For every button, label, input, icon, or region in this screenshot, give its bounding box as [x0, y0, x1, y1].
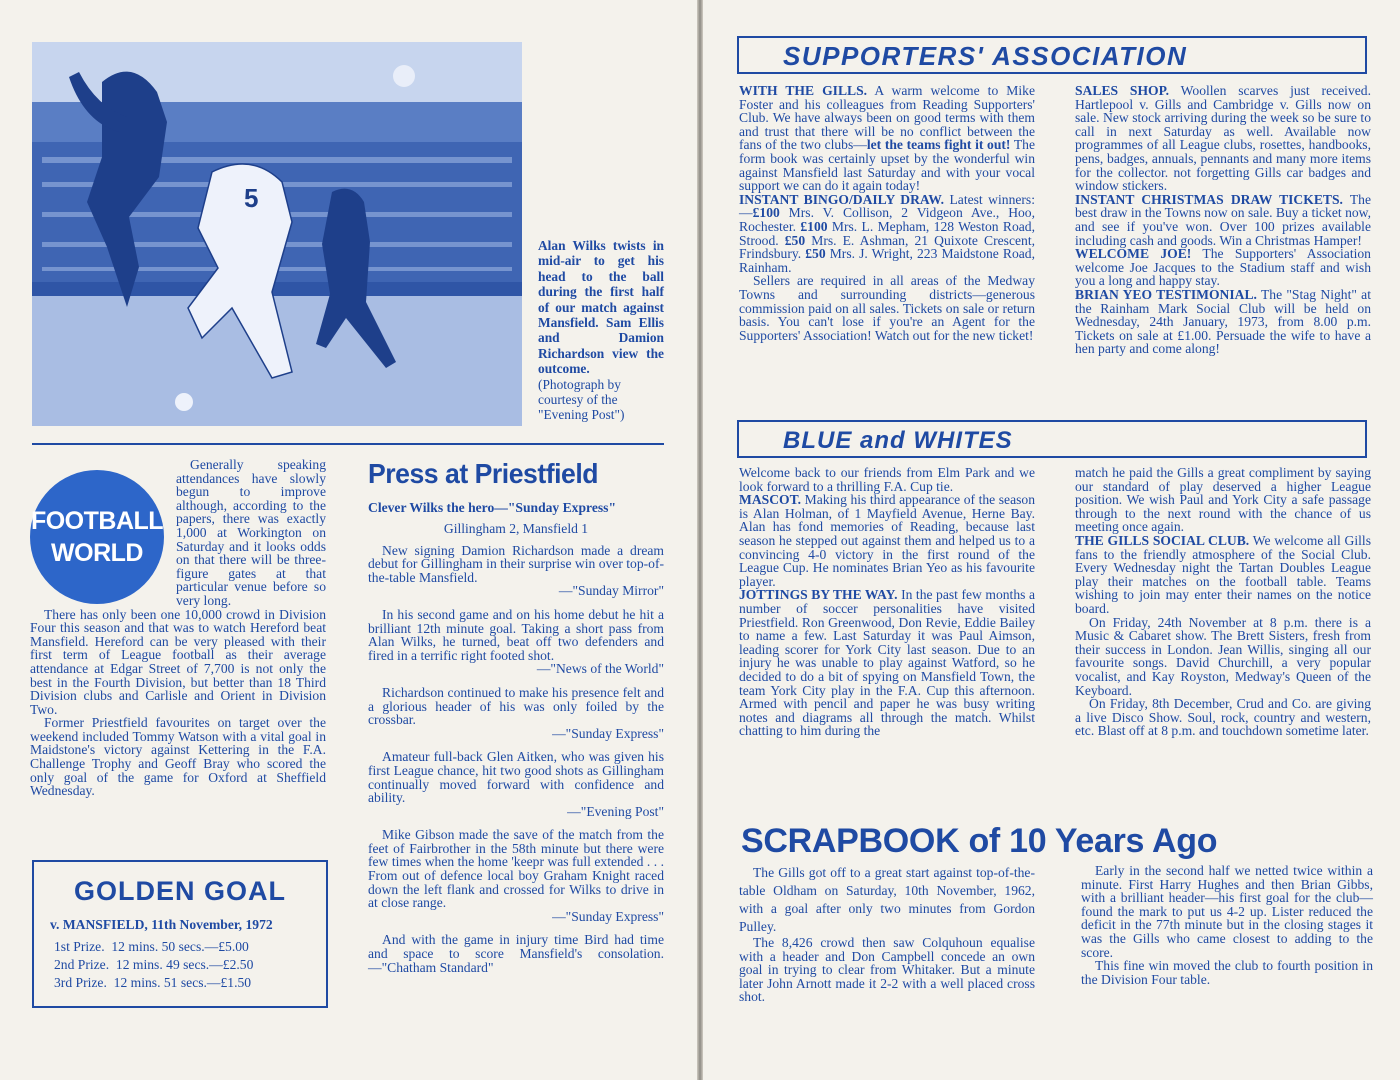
- press-subtitle: Clever Wilks the hero—"Sunday Express": [368, 500, 616, 515]
- christmas-draw: [1075, 193, 1371, 247]
- text: Mrs. V. Collison, 2 Vidgeon Ave., Hoo, Rochester.: [739, 205, 1035, 234]
- supporters-header: SUPPORTERS' ASSOCIATION: [737, 36, 1367, 74]
- heading-mascot: MASCOT.: [739, 492, 802, 508]
- fw-paragraph-2: There has only been one 10,000 crowd in Division Four this season and that was to watch Hereford beat Mansfield. Hereford can be very pleased with their first term of League football as their average attendance at Edgar Street of 7,700 is not only the best in the Fourth Division, but better than 18 Third Division clubs and Carlisle and Orient in Division Two.: [30, 606, 326, 717]
- text: The best draw in the Towns now on sale. Buy a ticket now, and see if you've won. Over 100 prizes available including cash and goods. Win a Christmas Hamper!: [1075, 191, 1371, 248]
- badge-line2: WORLD: [51, 539, 143, 567]
- fw-paragraph-1: [30, 458, 326, 608]
- text: Latest winners:—: [739, 191, 1035, 221]
- prize-list: [54, 938, 326, 992]
- shirt-number: 5: [244, 183, 259, 213]
- scrapbook-p1: The Gills got off to a great start against top-of-the-table Oldham on Saturday, 10th November, 1962, with a goal after only two minutes from Gordon Pulley.: [739, 865, 1035, 934]
- text: We welcome all Gills fans to the friendly atmosphere of the Social Club. Every Wednesday night the Tartan Doubles League play their matches on the football table. Teams wishing to join may enter their names on the notice board.: [1075, 532, 1371, 616]
- text: The form book was certainly upset by the wonderful win against Mansfield last Saturday and with your vocal support we can do it again today!: [739, 137, 1035, 194]
- scrapbook-p2: The 8,426 crowd then saw Colquhoun equalise with a header and Don Campbell concede an own goal in trying to clear from Whitaker. But a minute later John Arnott made it 2-2 with a well placed cross shot.: [739, 935, 1035, 1005]
- text: The "Stag Night" at the Rainham Mark Social Club will be held on Wednesday, 24th January, 1973, from 8.00 p.m. Tickets on sale at £1.00. Persuade the wife to have a hen party and come along!: [1075, 286, 1371, 357]
- scrapbook-p4: This fine win moved the club to fourth position in the Division Four table.: [1081, 958, 1373, 987]
- prize-amount: £100: [752, 205, 780, 221]
- supporters-column-2: [1075, 84, 1371, 356]
- prize-2: 2nd Prize. 12 mins. 49 secs.—£2.50: [54, 957, 254, 972]
- section-divider: [32, 443, 664, 445]
- text: In the past few months a number of soccer personalities have visited Priestfield. Ron Greenwood, Don Revie, Eddie Bailey to name a few. Last Saturday it was Paul Aimson, leading scorer for York City last season. Due to an injury he was unable to play against Watford, so he decided to do a bit of spying on Mansfield Town, the team York City play in the F.A. Cup this afternoon. Armed with pencil and paper he was busy writing notes and diagrams all through the match. Whilst chatting to him during the: [739, 587, 1035, 739]
- golden-goal-title: GOLDEN GOAL: [74, 876, 286, 906]
- press-item-source: —"Sunday Express": [552, 725, 664, 741]
- with-the-gills: [739, 84, 1035, 193]
- press-title: Press at Priestfield: [368, 458, 599, 489]
- press-item-source: —"Evening Post": [567, 803, 664, 819]
- prize-1: 1st Prize. 12 mins. 50 secs.—£5.00: [54, 939, 249, 954]
- heading-instant-bingo: INSTANT BINGO/DAILY DRAW.: [739, 191, 944, 207]
- heading-with-the-gills: WITH THE GILLS.: [739, 83, 868, 98]
- golden-goal-box: [32, 860, 328, 1008]
- football-world-article: [30, 458, 326, 798]
- scrapbook-column-1: [739, 864, 1035, 1004]
- prize-amount: £50: [805, 246, 826, 262]
- press-item-source: —"News of the World": [536, 661, 664, 677]
- text: Mrs. L. Mepham, 128 Weston Road, Strood.: [739, 218, 1036, 248]
- prize-3: 3rd Prize. 12 mins. 51 secs.—£1.50: [54, 975, 252, 990]
- press-item-source: —"Sunday Express": [552, 908, 664, 924]
- press-item-text: New signing Damion Richardson made a dream debut for Gillingham in their surprise win over top-of-the-table Mansfield.: [368, 542, 664, 585]
- press-article: [368, 458, 664, 974]
- press-item-text: In his second game and on his home debut he hit a brilliant 12th minute goal. Taking a short pass from Alan Wilks, he turned, beat off two defenders and fired in a terrific right footed shot.: [368, 606, 664, 663]
- left-page: [0, 0, 697, 1080]
- jottings: [739, 588, 1035, 738]
- blue-whites-column-1: [739, 466, 1035, 738]
- text: A warm welcome to Mike Foster and his colleagues from Reading Supporters' Club. We have always been on good terms with them and trust that there will be no conflict between the fans of the two clubs—: [739, 83, 1035, 153]
- text: Making his third appearance of the season is Alan Holman, of 1 Mayfield Avenue, Herne Bay. Alan has fond memories of Reading, because last season he stepped out against them and helped us to a convincing 4-0 victory in the first round of the League Cup. He nominates Brian Yeo as his favourite player.: [739, 492, 1035, 589]
- blue-whites-header: BLUE and WHITES: [737, 420, 1367, 458]
- caption-text: Alan Wilks twists in mid-air to get his head to the ball during the first half of our match against Mansfield. Sam Ellis and Damion Richardson view the outcome.: [538, 238, 664, 377]
- welcome-back: Welcome back to our friends from Elm Park and we look forward to a thrilling F.A. Cup tie.: [739, 465, 1035, 494]
- press-score: Gillingham 2, Mansfield 1: [443, 521, 589, 536]
- photo-caption: [538, 238, 664, 423]
- golden-goal-match: v. MANSFIELD, 11th November, 1972: [50, 917, 273, 932]
- prize-amount: £100: [800, 218, 828, 234]
- scrapbook-column-2: [1081, 864, 1373, 986]
- sellers-paragraph: Sellers are required in all areas of the Medway Towns and surrounding districts—generous commission paid on all sales. Tickets on sale or return basis. You can't lose if you're an Agent for the Supporters' Association! Watch out for the new ticket!: [739, 273, 1035, 343]
- press-closing: And with the game in injury time Bird had time and space to score Mansfield's consolation.—"Chatham Standard": [368, 932, 664, 975]
- welcome-joe: [1075, 247, 1371, 288]
- heading-jottings: JOTTINGS BY THE WAY.: [739, 587, 898, 603]
- supporters-column-1: [739, 84, 1035, 342]
- right-page: [703, 0, 1400, 1080]
- prize-amount: £50: [784, 232, 806, 248]
- text: Mrs. E. Ashman, 21 Quixote Crescent, Frindsbury.: [739, 232, 1035, 262]
- blue-whites-column-2: [1075, 466, 1371, 738]
- disco-show: On Friday, 8th December, Crud and Co. are giving a live Disco Show. Soul, rock, country and western, etc. Blast off at 8 p.m. and touchdown sometime later.: [1075, 696, 1371, 739]
- text: Woollen scarves just received. Hartlepool v. Gills and Cambridge v. Gills now on sale. New stock arriving during the week so be sure to call in next Saturday as well. Available now programmes of all League clubs, rosettes, handbooks, pens, badges, annuals, pennants and many more items for the collector. not forgetting Gills car badges and window stickers.: [1075, 83, 1371, 194]
- mascot: [739, 493, 1035, 588]
- badge-float-spacer: [30, 458, 176, 600]
- text: Mrs. J. Wright, 223 Maidstone Road, Rainham.: [739, 246, 1035, 275]
- jottings-continued: match he paid the Gills a great compliment by saying our standard of play deserved a higher League position. We wish Paul and York City a safe passage through to the next round with the chance of us meeting once again.: [1075, 465, 1371, 535]
- press-item-source: —"Sunday Mirror": [558, 583, 664, 599]
- scrapbook-title: SCRAPBOOK of 10 Years Ago: [741, 822, 1218, 860]
- fw-paragraph-3: Former Priestfield favourites on target over the weekend included Tommy Watson with a vital goal in Maidstone's victory against Kettering in the F.A. Challenge Trophy and Geoff Bray who scored the only goal of the game for Oxford at Sheffield Wednesday.: [30, 715, 326, 799]
- scrapbook-p3: Early in the second half we netted twice within a minute. First Harry Hughes and then Brian Gibbs, with a brilliant header—his first goal for the club—found the mark to put us 4-2 up. Lister reduced the deficit in the 77th minute but in the closing stages it was the Gills who came closest to adding to the score.: [1081, 863, 1373, 960]
- instant-bingo: [739, 193, 1035, 275]
- heading-welcome-joe: WELCOME JOE!: [1075, 246, 1192, 262]
- press-item-text: Amateur full-back Glen Aitken, who was given his first League chance, hit two good shots as Gillingham continually moved forward with confidence and ability.: [368, 749, 664, 806]
- press-item-text: Mike Gibson made the save of the match from the feet of Fairbrother in the 58th minute but there were few times when the home 'keepr was full extended . . . From out of defence local boy Graham Knight raced down the left flank and crossed for Wilks to drive in at close range.: [368, 827, 664, 911]
- sales-shop: [1075, 84, 1371, 193]
- badge-line1: FOOTBALL: [30, 507, 164, 535]
- heading-sales-shop: SALES SHOP.: [1075, 83, 1170, 98]
- caption-credit: (Photograph by courtesy of the "Evening Post"): [538, 376, 625, 423]
- social-club: [1075, 534, 1371, 616]
- fw-p1: Generally speaking attendances have slowly begun to improve although, according to the papers, there was exactly 1,000 at Workington on Saturday and it looks odds on that there will be three-figure gates at that particular venue before so very long.: [176, 457, 326, 608]
- text: The Supporters' Association welcome Joe Jacques to the Stadium staff and wish you a long and happy stay.: [1075, 246, 1371, 289]
- match-photo: [32, 42, 522, 426]
- music-cabaret: On Friday, 24th November at 8 p.m. there is a Music & Cabaret show. The Brett Sisters, fresh from their success in London. Jean Willis, singing all our favourite songs. David Churchill, a very popular vocalist, and Kay Royston, Medway's Queen of the Keyboard.: [1075, 614, 1371, 698]
- brian-yeo: [1075, 288, 1371, 356]
- heading-brian-yeo: BRIAN YEO TESTIMONIAL.: [1075, 286, 1257, 302]
- heading-christmas-draw: INSTANT CHRISTMAS DRAW TICKETS.: [1075, 191, 1343, 207]
- text-bold: let the teams fight it out!: [866, 137, 1011, 153]
- press-item-text: Richardson continued to make his presence felt and a glorious header of his was only foiled by the crossbar.: [368, 684, 664, 728]
- heading-social-club: THE GILLS SOCIAL CLUB.: [1075, 532, 1250, 548]
